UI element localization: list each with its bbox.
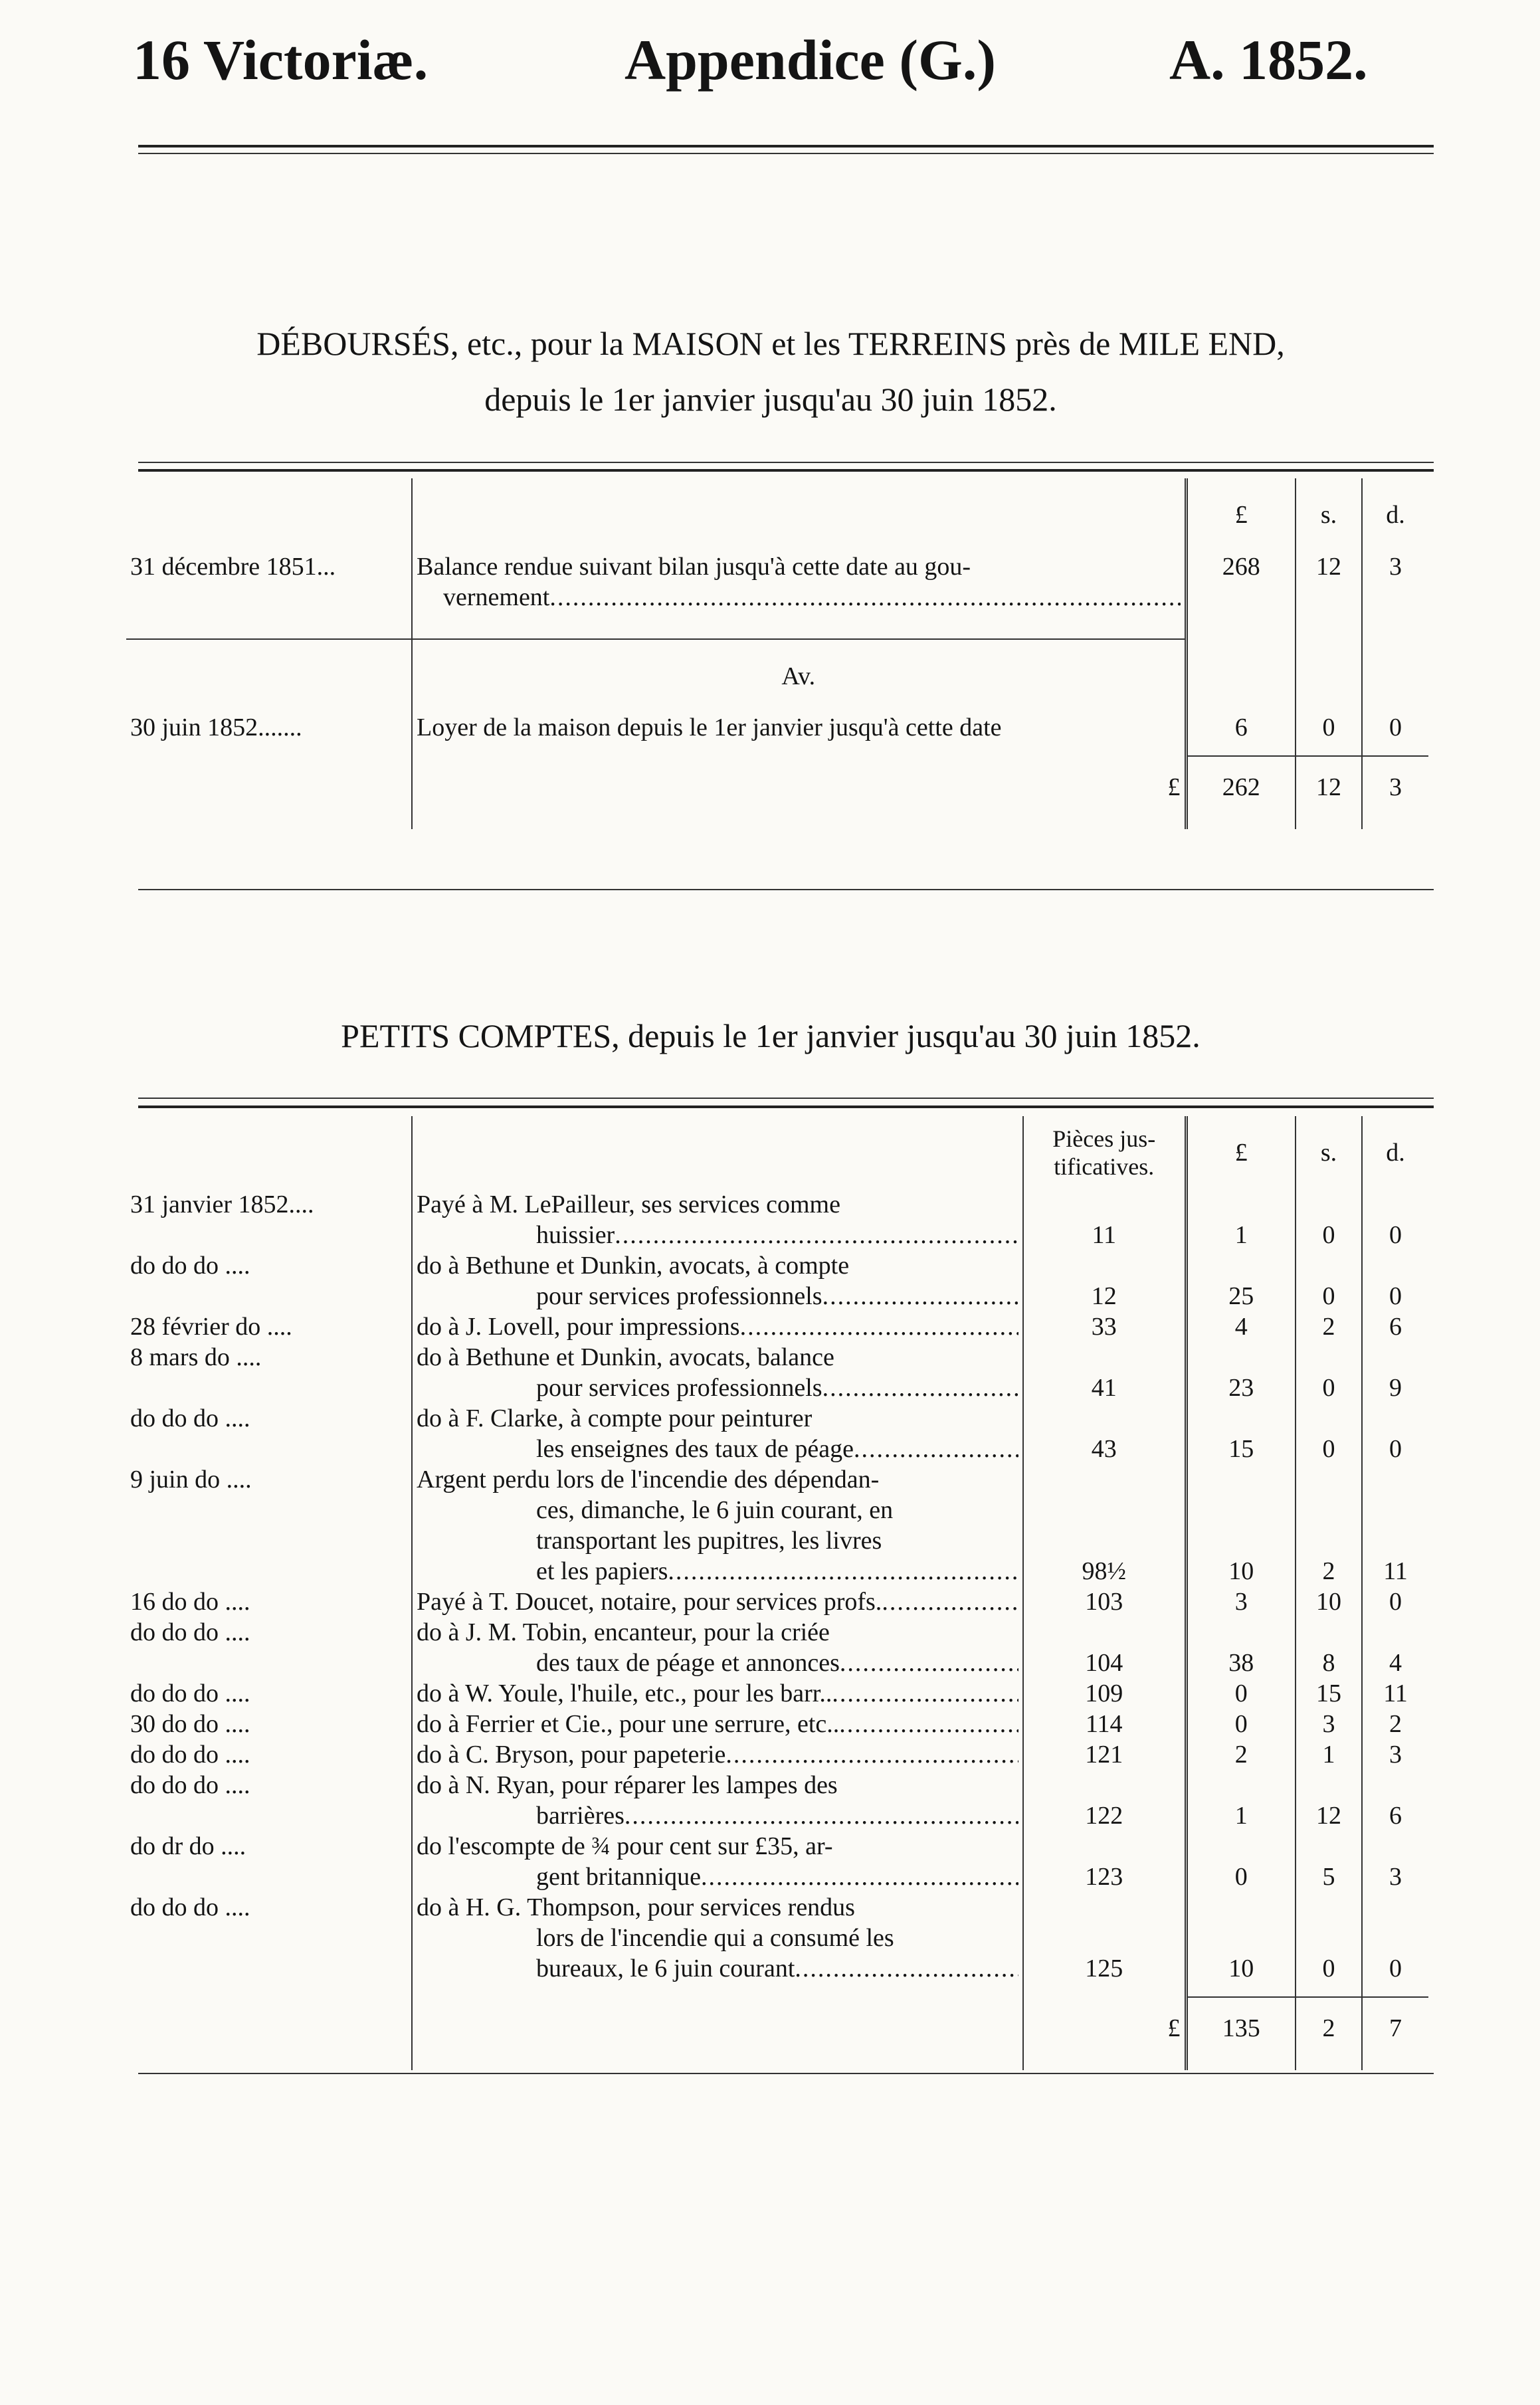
amount-pence: 3 [1389,553,1402,581]
section1-title-line1: DÉBOURSÉS, etc., pour la MAISON et les TERREINS près de MILE END, [256,325,1285,362]
piece-number: 109 [1023,1678,1186,1709]
amount-pence: 6 [1389,1802,1402,1830]
row-date: 30 juin 1852....... [126,712,412,743]
description-line: lors de l'incendie qui a consumé les [536,1924,894,1952]
header-rule-bottom [138,153,1434,154]
row-description [412,1831,1023,1892]
amount-shillings: 12 [1296,1770,1362,1831]
amount-pence: 2 [1389,1710,1402,1738]
amount-pounds: 15 [1186,1403,1296,1464]
row-description [412,1250,1023,1311]
row-date: 16 do do .... [126,1587,412,1617]
header-appendix: Appendice (G.) [625,28,996,92]
description-line: do à C. Bryson, pour papeterie [417,1741,726,1769]
piece-number: 125 [1023,1892,1186,1984]
section2-rule-top2 [138,1106,1434,1108]
table-row [126,1250,1428,1311]
row-description [412,1587,1023,1617]
description-line: do à W. Youle, l'huile, etc., pour les barr.. [417,1680,832,1707]
section2-title: PETITS COMPTES, depuis le 1er janvier jusqu'au 30 juin 1852. [341,1017,1201,1054]
amount-shillings: 8 [1296,1617,1362,1678]
total-pence: 3 [1362,756,1428,803]
amount-shillings: 1 [1296,1739,1362,1770]
running-header [133,27,1428,106]
description-line: Payé à T. Doucet, notaire, pour services profs. [417,1588,882,1616]
section1-title-line2: depuis le 1er janvier jusqu'au 30 juin 1852. [484,381,1057,418]
header-regnal-year: 16 Victoriæ. [133,28,429,92]
amount-shillings: 15 [1296,1678,1362,1709]
total-pence: 7 [1362,1997,1428,2044]
description-line: des taux de péage et annonces [536,1649,840,1677]
col-shillings-header: s. [1296,1116,1362,1189]
piece-number: 43 [1023,1403,1186,1464]
description-line: et les papiers [536,1557,668,1585]
table-row [126,1709,1428,1739]
row-description [412,1342,1023,1403]
description-line: barrières [536,1802,625,1830]
piece-number: 121 [1023,1739,1186,1770]
row-date: do do do .... [126,1403,412,1464]
amount-pounds: 38 [1186,1617,1296,1678]
amount-pence: 11 [1383,1680,1408,1707]
row-description [412,1892,1023,1984]
row-date: 9 juin do .... [126,1464,412,1587]
total-pounds: 262 [1186,756,1296,803]
row-description [412,1678,1023,1709]
amount-pence: 4 [1389,1649,1402,1677]
amount-pounds: 25 [1186,1250,1296,1311]
amount-pounds: 0 [1186,1709,1296,1739]
description-line: les enseignes des taux de péage [536,1435,854,1463]
col-shillings-header: s. [1296,478,1362,551]
piece-number: 114 [1023,1709,1186,1739]
amount-shillings: 5 [1296,1831,1362,1892]
amount-shillings: 2 [1296,1311,1362,1342]
row-date: do do do .... [126,1739,412,1770]
description-line: do l'escompte de ¾ pour cent sur £35, ar- [417,1832,833,1860]
table-row [126,1189,1428,1250]
amount-pounds: 0 [1186,1831,1296,1892]
amount-shillings: 0 [1296,712,1362,743]
row-date: do do do .... [126,1892,412,1984]
row-date: 8 mars do .... [126,1342,412,1403]
row-description [412,1739,1023,1770]
amount-shillings: 12 [1296,551,1362,613]
row-description [412,551,1186,613]
amount-pence: 0 [1389,1955,1402,1982]
description-line: do à J. Lovell, pour impressions [417,1313,740,1341]
amount-pence: 3 [1389,1741,1402,1769]
table-row [126,1617,1428,1678]
row-description [412,1189,1023,1250]
description-line: do à N. Ryan, pour réparer les lampes des [417,1771,838,1799]
piece-number: 33 [1023,1311,1186,1342]
amount-pence: 11 [1383,1557,1408,1585]
amount-pounds: 10 [1186,1464,1296,1587]
section2-rule-bottom [138,2073,1434,2074]
amount-pounds: 2 [1186,1739,1296,1770]
table-row [126,1403,1428,1464]
description-line: Balance rendue suivant bilan jusqu'à cette date au gou- [417,553,971,581]
description-line: bureaux, le 6 juin courant [536,1955,795,1982]
row-date: 28 février do .... [126,1311,412,1342]
description-line: Payé à M. LePailleur, ses services comme [417,1191,840,1218]
table-row [126,1587,1428,1617]
amount-pounds: 3 [1186,1587,1296,1617]
total-pounds: 135 [1186,1997,1296,2044]
row-date: do do do .... [126,1617,412,1678]
amount-shillings: 0 [1296,1403,1362,1464]
amount-pounds: 4 [1186,1311,1296,1342]
description-line: Argent perdu lors de l'incendie des dépendan- [417,1466,880,1493]
col-pence-header: d. [1386,501,1405,529]
section2-rule-top [138,1098,1434,1099]
amount-pence: 0 [1389,714,1402,741]
row-date: 31 janvier 1852.... [126,1189,412,1250]
description-line: ces, dimanche, le 6 juin courant, en [536,1496,894,1524]
piece-number: 122 [1023,1770,1186,1831]
total-label: £ [412,756,1186,803]
section1-table [126,478,1428,829]
amount-pounds: 0 [1186,1678,1296,1709]
row-description: Loyer de la maison depuis le 1er janvier jusqu'à cette date [412,712,1186,743]
amount-pence: 0 [1389,1221,1402,1249]
row-description [412,1709,1023,1739]
amount-pounds: 1 [1186,1189,1296,1250]
description-line: huissier [536,1221,615,1249]
amount-shillings: 0 [1296,1342,1362,1403]
section1-rule-bottom [138,889,1434,890]
row-description [412,1403,1023,1464]
header-year: A. 1852. [1169,28,1368,92]
description-line: vernement [443,583,550,611]
table-row [126,1739,1428,1770]
table-row [126,1342,1428,1403]
table-row [126,1831,1428,1892]
amount-shillings: 0 [1296,1892,1362,1984]
section2-table [126,1116,1428,2070]
amount-pounds: 1 [1186,1770,1296,1831]
total-shillings: 12 [1296,756,1362,803]
section1-rule-top [138,462,1434,463]
piece-number: 41 [1023,1342,1186,1403]
amount-pence: 0 [1389,1588,1402,1616]
table-row [126,1678,1428,1709]
amount-pounds: 268 [1186,551,1296,613]
row-date: 31 décembre 1851... [126,551,412,613]
amount-pence: 3 [1389,1863,1402,1891]
total-shillings: 2 [1296,1997,1362,2044]
piece-number: 98½ [1023,1464,1186,1587]
piece-number: 12 [1023,1250,1186,1311]
amount-pence: 9 [1389,1374,1402,1402]
amount-pounds: 10 [1186,1892,1296,1984]
piece-number: 103 [1023,1587,1186,1617]
row-date: do do do .... [126,1770,412,1831]
piece-number: 123 [1023,1831,1186,1892]
description-line: do à F. Clarke, à compte pour peinturer [417,1404,813,1432]
table-row [126,712,1428,743]
col-pence-header: d. [1386,1139,1405,1167]
header-rule-top [138,145,1434,147]
amount-shillings: 3 [1296,1709,1362,1739]
amount-shillings: 0 [1296,1189,1362,1250]
description-line: do à Ferrier et Cie., pour une serrure, etc.. [417,1710,840,1738]
row-description [412,1770,1023,1831]
amount-pounds: 6 [1186,712,1296,743]
piece-number: 11 [1023,1189,1186,1250]
amount-shillings: 2 [1296,1464,1362,1587]
row-date: 30 do do .... [126,1709,412,1739]
piece-number: 104 [1023,1617,1186,1678]
row-description [412,1464,1023,1587]
table-row [126,1770,1428,1831]
description-line: pour services professionnels [536,1282,822,1310]
description-line: gent britannique [536,1863,701,1891]
total-row [126,756,1428,803]
row-description [412,1617,1023,1678]
total-label: £ [1023,1997,1186,2044]
table-row [126,551,1428,613]
table-row [126,1892,1428,1984]
total-row [126,1997,1428,2044]
description-line: do à J. M. Tobin, encanteur, pour la criée [417,1618,830,1646]
description-line: do à Bethune et Dunkin, avocats, à compte [417,1252,850,1280]
row-date: do dr do .... [126,1831,412,1892]
amount-pence: 0 [1389,1435,1402,1463]
amount-shillings: 0 [1296,1250,1362,1311]
amount-shillings: 10 [1296,1587,1362,1617]
amount-pence: 6 [1389,1313,1402,1341]
section1-rule-top2 [138,469,1434,472]
av-heading: Av. [412,639,1186,712]
amount-pence: 0 [1389,1282,1402,1310]
row-date: do do do .... [126,1678,412,1709]
description-line: transportant les pupitres, les livres [536,1527,882,1555]
table-row [126,1311,1428,1342]
row-date: do do do .... [126,1250,412,1311]
col-pound-header: £ [1186,478,1296,551]
row-description [412,1311,1023,1342]
col-pound-header: £ [1186,1116,1296,1189]
description-line: do à Bethune et Dunkin, avocats, balance [417,1343,834,1371]
col-pieces-header: Pièces jus-tificatives. [1023,1116,1186,1189]
amount-pounds: 23 [1186,1342,1296,1403]
table-row [126,1464,1428,1587]
description-line: pour services professionnels [536,1374,822,1402]
description-line: do à H. G. Thompson, pour services rendus [417,1893,855,1921]
